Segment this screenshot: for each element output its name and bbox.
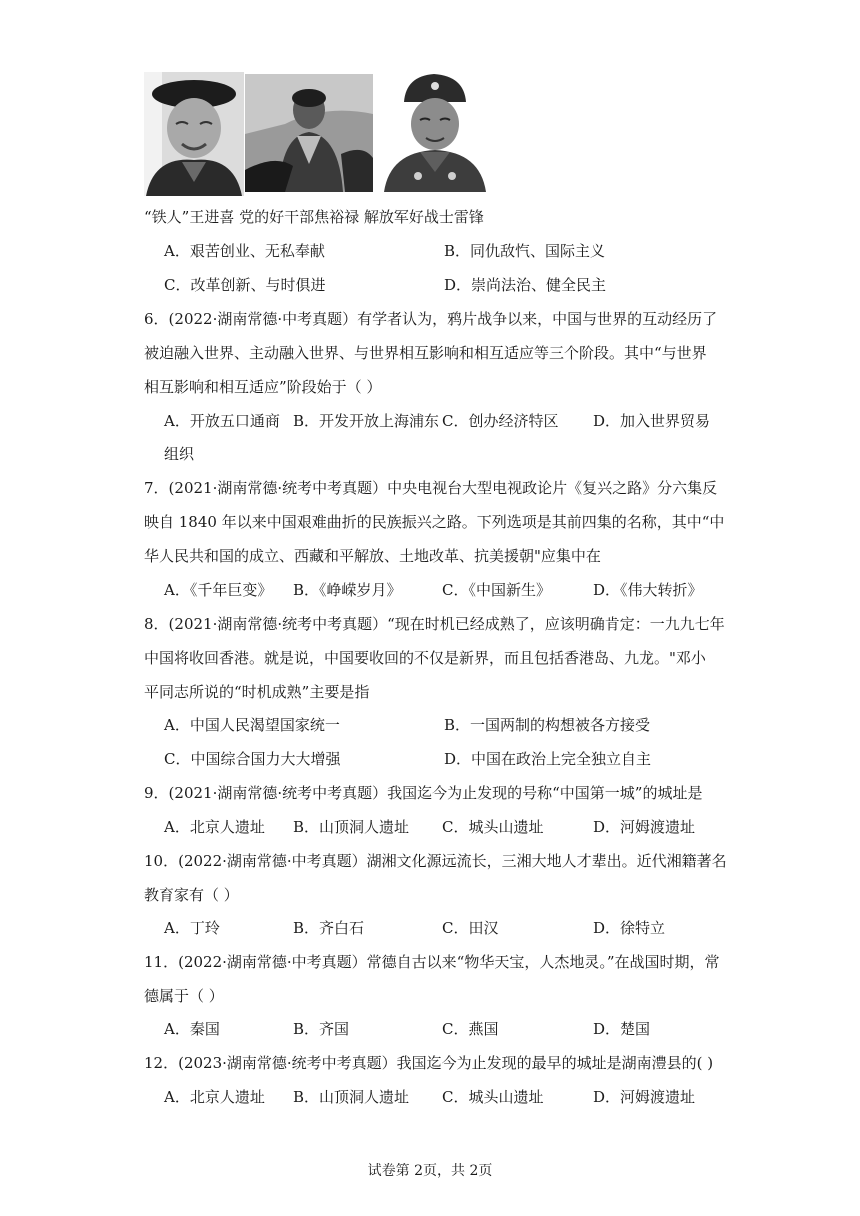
q10-stem-line2: 教育家有（ ）	[144, 886, 239, 904]
page-footer: 试卷第 2页，共 2页	[367, 1163, 493, 1179]
q9-option-d: D．河姆渡遗址	[593, 818, 696, 836]
q10-option-d: D．徐特立	[593, 919, 666, 937]
q8-option-d: D．中国在政治上完全独立自主	[444, 750, 652, 768]
q8-stem-line1: 8．(2021·湖南常德·统考中考真题）“现在时机已经成熟了，应该明确肯定：一九九七年	[144, 615, 725, 633]
q9-option-a: A．北京人遗址	[164, 818, 265, 836]
q7-stem-line3: 华人民共和国的成立、西藏和平解放、土地改革、抗美援朝"应集中在	[144, 547, 601, 565]
q6-option-d-cont: 组织	[164, 445, 195, 463]
q7-option-d: D．《伟大转折》	[593, 581, 703, 599]
q8-stem-line2: 中国将收回香港。就是说，中国要收回的不仅是新界，而且包括香港岛、九龙。"邓小	[144, 649, 706, 667]
q8-option-b: B．一国两制的构想被各方接受	[444, 716, 651, 734]
q9-option-b: B．山顶洞人遗址	[293, 818, 410, 836]
q6-option-c: C．创办经济特区	[442, 412, 559, 430]
photo-lei-feng	[380, 72, 488, 192]
q9-option-c: C．城头山遗址	[442, 818, 544, 836]
q11-option-d: D．楚国	[593, 1020, 651, 1038]
q6-option-b: B．开发开放上海浦东	[293, 412, 440, 430]
photo-caption: “铁人”王进喜 党的好干部焦裕禄 解放军好战士雷锋	[144, 208, 484, 226]
q7-option-c: C．《中国新生》	[442, 581, 551, 599]
q8-stem-line3: 平同志所说的“时机成熟”主要是指	[144, 683, 370, 701]
photo-wang-jinxi	[144, 72, 244, 196]
q10-option-a: A．丁玲	[164, 919, 220, 937]
q12-option-d: D．河姆渡遗址	[593, 1088, 696, 1106]
q6-stem-line2: 被迫融入世界、主动融入世界、与世界相互影响和相互适应等三个阶段。其中“与世界	[144, 344, 707, 362]
q9-stem-line1: 9．(2021·湖南常德·统考中考真题）我国迄今为止发现的号称“中国第一城”的城址是	[144, 784, 703, 802]
q8-option-a: A．中国人民渴望国家统一	[164, 716, 340, 734]
q7-stem-line1: 7．(2021·湖南常德·统考中考真题）中央电视台大型电视政论片《复兴之路》分六集反	[144, 479, 718, 497]
q7-stem-line2: 映自 1840 年以来中国艰难曲折的民族振兴之路。下列选项是其前四集的名称，其中“中	[144, 513, 725, 531]
q12-option-b: B．山顶洞人遗址	[293, 1088, 410, 1106]
q8-option-c: C．中国综合国力大大增强	[164, 750, 341, 768]
q6-stem-line1: 6．(2022·湖南常德·中考真题）有学者认为，鸦片战争以来，中国与世界的互动经历了	[144, 310, 718, 328]
q12-option-c: C．城头山遗址	[442, 1088, 544, 1106]
q6-option-d: D．加入世界贸易	[593, 412, 711, 430]
q10-option-b: B．齐白石	[293, 919, 365, 937]
q7-option-a: A．《千年巨变》	[164, 581, 273, 599]
q11-stem-line1: 11．(2022·湖南常德·中考真题）常德自古以来“物华天宝，人杰地灵。”在战国时期，常	[144, 953, 720, 971]
q5-option-b: B．同仇敌忾、国际主义	[444, 242, 606, 260]
q10-option-c: C．田汉	[442, 919, 499, 937]
q5-option-c: C．改革创新、与时俱进	[164, 276, 326, 294]
q10-stem-line1: 10．(2022·湖南常德·中考真题）湖湘文化源远流长，三湘大地人才辈出。近代湘籍著名	[144, 852, 727, 870]
q11-stem-line2: 德属于（ ）	[144, 987, 224, 1005]
q5-option-a: A．艰苦创业、无私奉献	[164, 242, 325, 260]
q12-option-a: A．北京人遗址	[164, 1088, 265, 1106]
portrait-photos	[144, 72, 488, 196]
q6-stem-line3: 相互影响和相互适应”阶段始于（ ）	[144, 378, 382, 396]
q7-option-b: B．《峥嵘岁月》	[293, 581, 402, 599]
q11-option-b: B．齐国	[293, 1020, 350, 1038]
q5-option-d: D．崇尚法治、健全民主	[444, 276, 607, 294]
photo-jiao-yulu	[245, 74, 373, 192]
q11-option-a: A．秦国	[164, 1020, 220, 1038]
q11-option-c: C．燕国	[442, 1020, 499, 1038]
q6-option-a: A．开放五口通商	[164, 412, 280, 430]
q12-stem-line1: 12．(2023·湖南常德·统考中考真题）我国迄今为止发现的最早的城址是湖南澧县的( )	[144, 1054, 714, 1072]
